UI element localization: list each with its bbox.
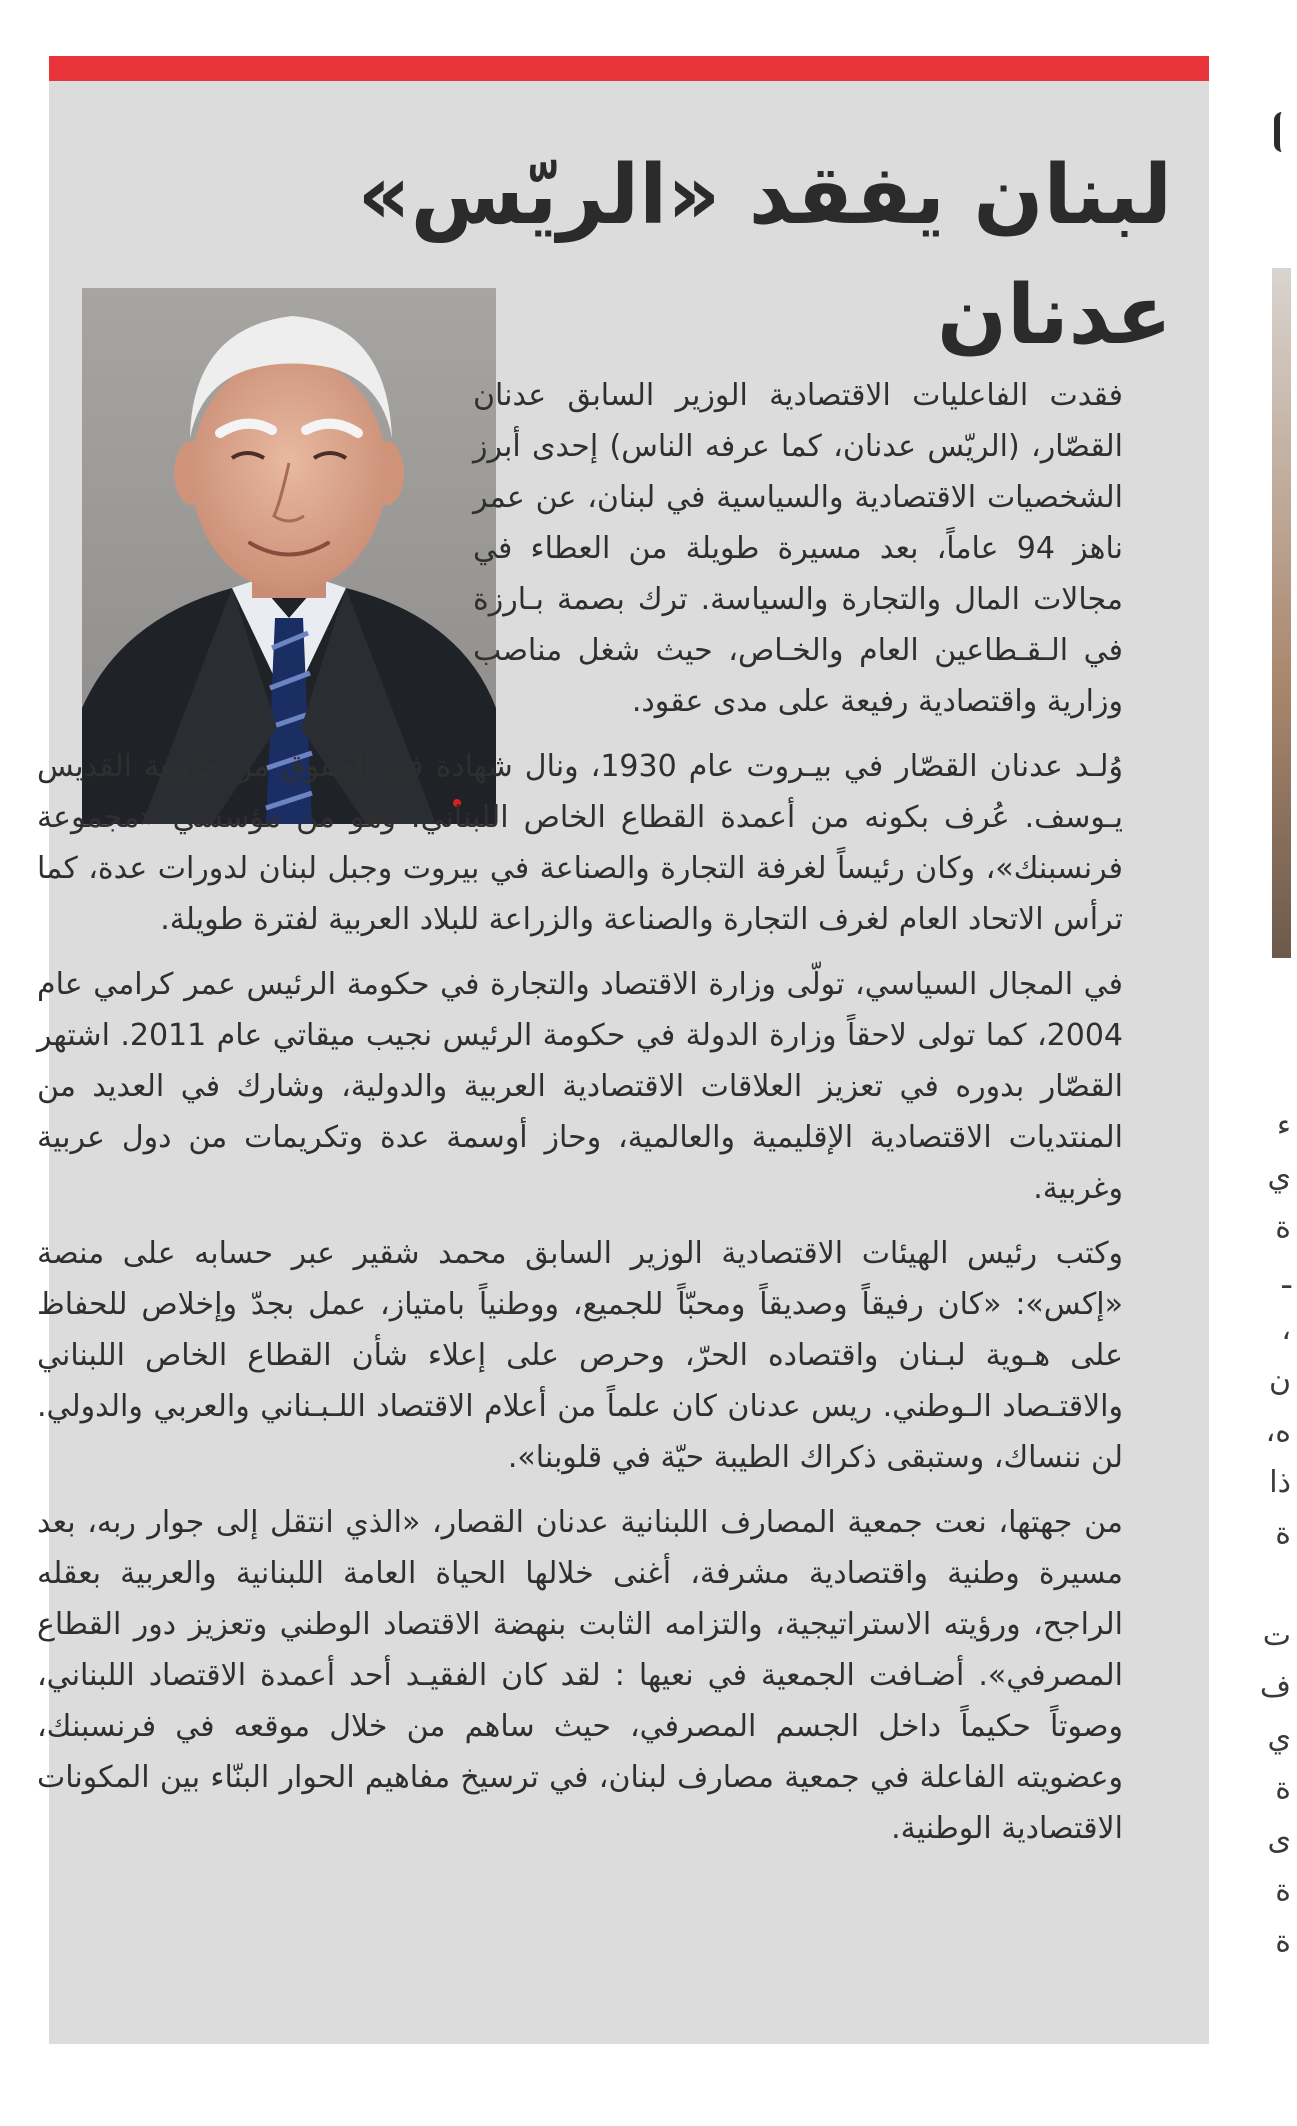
edge-line: ء [1276,1108,1291,1143]
edge-line: ف [1259,1669,1291,1704]
edge-line: ة [1275,1516,1291,1551]
article-headline: لبنان يفقد «الريّس» عدنان [357,148,1172,363]
article-paragraph: فقدت الفاعليات الاقتصادية الوزير السابق عدنان القصّار، (الريّس عدنان، كما عرفه الناس) إحدى أبرز الشخصيات الاقتصادية والسياسية في لبنان، عن عمر ناهز 94 عاماً، بعد مسيرة طويلة من العطاء في مجالات المال والتجارة والسياسة. ترك بصمة بـارزة في الـقـطاعين العام والخـاص، حيث شغل مناصب وزارية واقتصادية رفيعة على مدى عقود. [473,378,1123,719]
edge-line: ي [1267,1720,1291,1755]
edge-line: ة [1275,1771,1291,1806]
article-paragraph: في المجال السياسي، تولّى وزارة الاقتصاد والتجارة في حكومة الرئيس عمر كرامي عام 2004، كما تولى لاحقاً وزارة الدولة في حكومة الرئيس نجيب ميقاتي عام 2011. اشتهر القصّار بدوره في تعزيز العلاقات الاقتصادية العربية والدولية، وشارك في العديد من المنتديات الاقتصادية الإقليمية والعالمية، وحاز أوسمة عدة وتكريمات من دول عربية وغربية. [37,967,1123,1206]
accent-bar [49,56,1209,81]
edge-line: ، [1281,1312,1291,1347]
edge-line: ه، [1265,1414,1291,1449]
edge-line: ى [1267,1822,1291,1857]
edge-line: ي [1267,1159,1291,1194]
article-paragraph: وكتب رئيس الهيئات الاقتصادية الوزير السابق محمد شقير عبر حسابه على منصة «إكس»: «كان رفيقاً وصديقاً ومحبّاً للجميع، ووطنياً بامتياز، عمل بجدّ وإخلاص للحفاظ على هـوية لبـنان واقتصاده الحرّ، وحرص على إعلاء شأن القطاع الخاص اللبناني والاقتـصاد الـوطني. ريس عدنان كان علماً من أعلام الاقتصاد اللـبـناني والعربي والدولي. لن ننساك، وستبقى ذكراك الطيبة حيّة في قلوبنا». [37,1236,1123,1475]
adjacent-article-photo [1272,268,1291,958]
edge-line: ت [1262,1618,1291,1653]
edge-line: ة [1275,1924,1291,1959]
edge-line: ة [1275,1210,1291,1245]
adjacent-article-text-fragment [1259,1100,1291,1967]
article-body [37,370,1123,1854]
adjacent-article-headline-fragment [1274,112,1297,152]
edge-line: ة [1275,1873,1291,1908]
edge-line: ن [1268,1363,1291,1398]
edge-line: ـ [1282,1261,1291,1296]
article-paragraph: وُلـد عدنان القصّار في بيـروت عام 1930، ونال شهادة في الحقوق من جامعة القديس يـوسف. عُرف بكونه من أعمدة القطاع الخاص اللبناني، وهو من مؤسسي «مجموعة فرنسبنك»، وكان رئيساً لغرفة التجارة والصناعة في بيروت وجبل لبنان لدورات عدة، كما ترأس الاتحاد العام لغرف التجارة والصناعة والزراعة للبلاد العربية لفترة طويلة. [37,749,1124,937]
article-paragraph: من جهتها، نعت جمعية المصارف اللبنانية عدنان القصار، «الذي انتقل إلى جوار ربه، بعد مسيرة وطنية واقتصادية مشرفة، أغنى خلالها الحياة العامة اللبنانية والعربية بعقله الراجح، ورؤيته الاستراتيجية، والتزامه الثابت بنهضة الاقتصاد الوطني وتعزيز دور القطاع المصرفي». أضـافت الجمعية في نعيها : لقد كان الفقيـد أحد أعمدة الاقتصاد اللبناني، وصوتاً حكيماً داخل الجسم المصرفي، حيث ساهم من خلال موقعه في فرنسبنك، وعضويته الفاعلة في جمعية مصارف لبنان، في ترسيخ مفاهيم الحوار البنّاء بين المكونات الاقتصادية الوطنية. [37,1505,1123,1846]
edge-line: ذا [1269,1465,1291,1500]
edge-line [1272,1559,1291,1610]
